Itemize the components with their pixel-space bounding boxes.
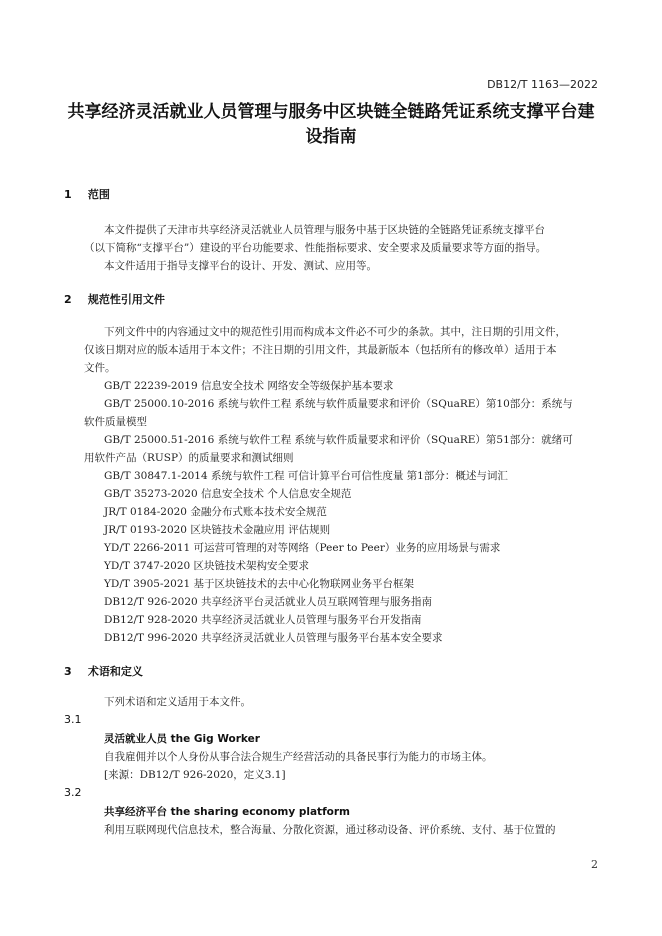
reference-entry-continuation: 用软件产品（RUSP）的质量要求和测试细则 — [84, 452, 294, 464]
section-title: 规范性引用文件 — [87, 293, 165, 306]
term-definition: 利用互联网现代信息技术，整合海量、分散化资源，通过移动设备、评价系统、支付、基于位置的 — [104, 824, 556, 836]
term-number: 3.2 — [64, 786, 82, 799]
section-title: 范围 — [87, 188, 110, 201]
paragraph-line: 文件。 — [84, 362, 116, 374]
term-number: 3.1 — [64, 713, 82, 726]
reference-entry: GB/T 30847.1-2014 系统与软件工程 可信计算平台可信性度量 第1部分：概述与词汇 — [104, 470, 508, 482]
reference-entry: GB/T 22239-2019 信息安全技术 网络安全等级保护基本要求 — [104, 380, 394, 392]
reference-entry: DB12/T 926-2020 共享经济平台灵活就业人员互联网管理与服务指南 — [104, 596, 433, 608]
section-3-heading — [64, 663, 143, 679]
document-title: 共享经济灵活就业人员管理与服务中区块链全链路凭证系统支撑平台建设指南 — [67, 102, 595, 147]
reference-entry: YD/T 3747-2020 区块链技术架构安全要求 — [104, 560, 310, 572]
term-name: 共享经济平台 the sharing economy platform — [104, 806, 350, 818]
term-source: [来源：DB12/T 926-2020，定义3.1] — [104, 769, 286, 781]
term-definition: 自我雇佣并以个人身份从事合法合规生产经营活动的具备民事行为能力的市场主体。 — [104, 751, 493, 763]
reference-entry: JR/T 0193-2020 区块链技术金融应用 评估规则 — [104, 524, 331, 536]
section-title: 术语和定义 — [87, 665, 143, 678]
reference-entry: GB/T 35273-2020 信息安全技术 个人信息安全规范 — [104, 488, 352, 500]
reference-entry: YD/T 3905-2021 基于区块链技术的去中心化物联网业务平台框架 — [104, 578, 415, 590]
paragraph-line: （以下简称“支撑平台”）建设的平台功能要求、性能指标要求、安全要求及质量要求等方面的指导。 — [84, 242, 547, 254]
section-1-heading — [64, 186, 110, 202]
paragraph-line: 仅该日期对应的版本适用于本文件；不注日期的引用文件，其最新版本（包括所有的修改单）适用于本 — [84, 344, 557, 356]
paragraph-line: 本文件适用于指导支撑平台的设计、开发、测试、应用等。 — [104, 260, 377, 272]
reference-entry: YD/T 2266-2011 可运营可管理的对等网络（Peer to Peer）业务的应用场景与需求 — [104, 542, 501, 554]
reference-entry: DB12/T 928-2020 共享经济灵活就业人员管理与服务平台开发指南 — [104, 614, 422, 626]
section-2-heading — [64, 291, 165, 307]
reference-entry-continuation: 软件质量模型 — [84, 416, 147, 428]
term-name: 灵活就业人员 the Gig Worker — [104, 733, 260, 745]
paragraph-line: 下列文件中的内容通过文中的规范性引用而构成本文件必不可少的条款。其中，注日期的引用文件， — [104, 326, 566, 338]
document-code: DB12/T 1163—2022 — [487, 78, 598, 91]
section-number: 2 — [64, 293, 72, 306]
paragraph-line: 下列术语和定义适用于本文件。 — [104, 696, 251, 708]
section-number: 3 — [64, 665, 72, 678]
paragraph-line: 本文件提供了天津市共享经济灵活就业人员管理与服务中基于区块链的全链路凭证系统支撑平台 — [104, 224, 545, 236]
section-number: 1 — [64, 188, 72, 201]
page-number: 2 — [591, 858, 598, 871]
reference-entry: JR/T 0184-2020 金融分布式账本技术安全规范 — [104, 506, 327, 518]
reference-entry: GB/T 25000.51-2016 系统与软件工程 系统与软件质量要求和评价（SQuaRE）第51部分：就绪可 — [104, 434, 573, 446]
reference-entry: GB/T 25000.10-2016 系统与软件工程 系统与软件质量要求和评价（SQuaRE）第10部分：系统与 — [104, 398, 573, 410]
reference-entry: DB12/T 996-2020 共享经济灵活就业人员管理与服务平台基本安全要求 — [104, 632, 443, 644]
